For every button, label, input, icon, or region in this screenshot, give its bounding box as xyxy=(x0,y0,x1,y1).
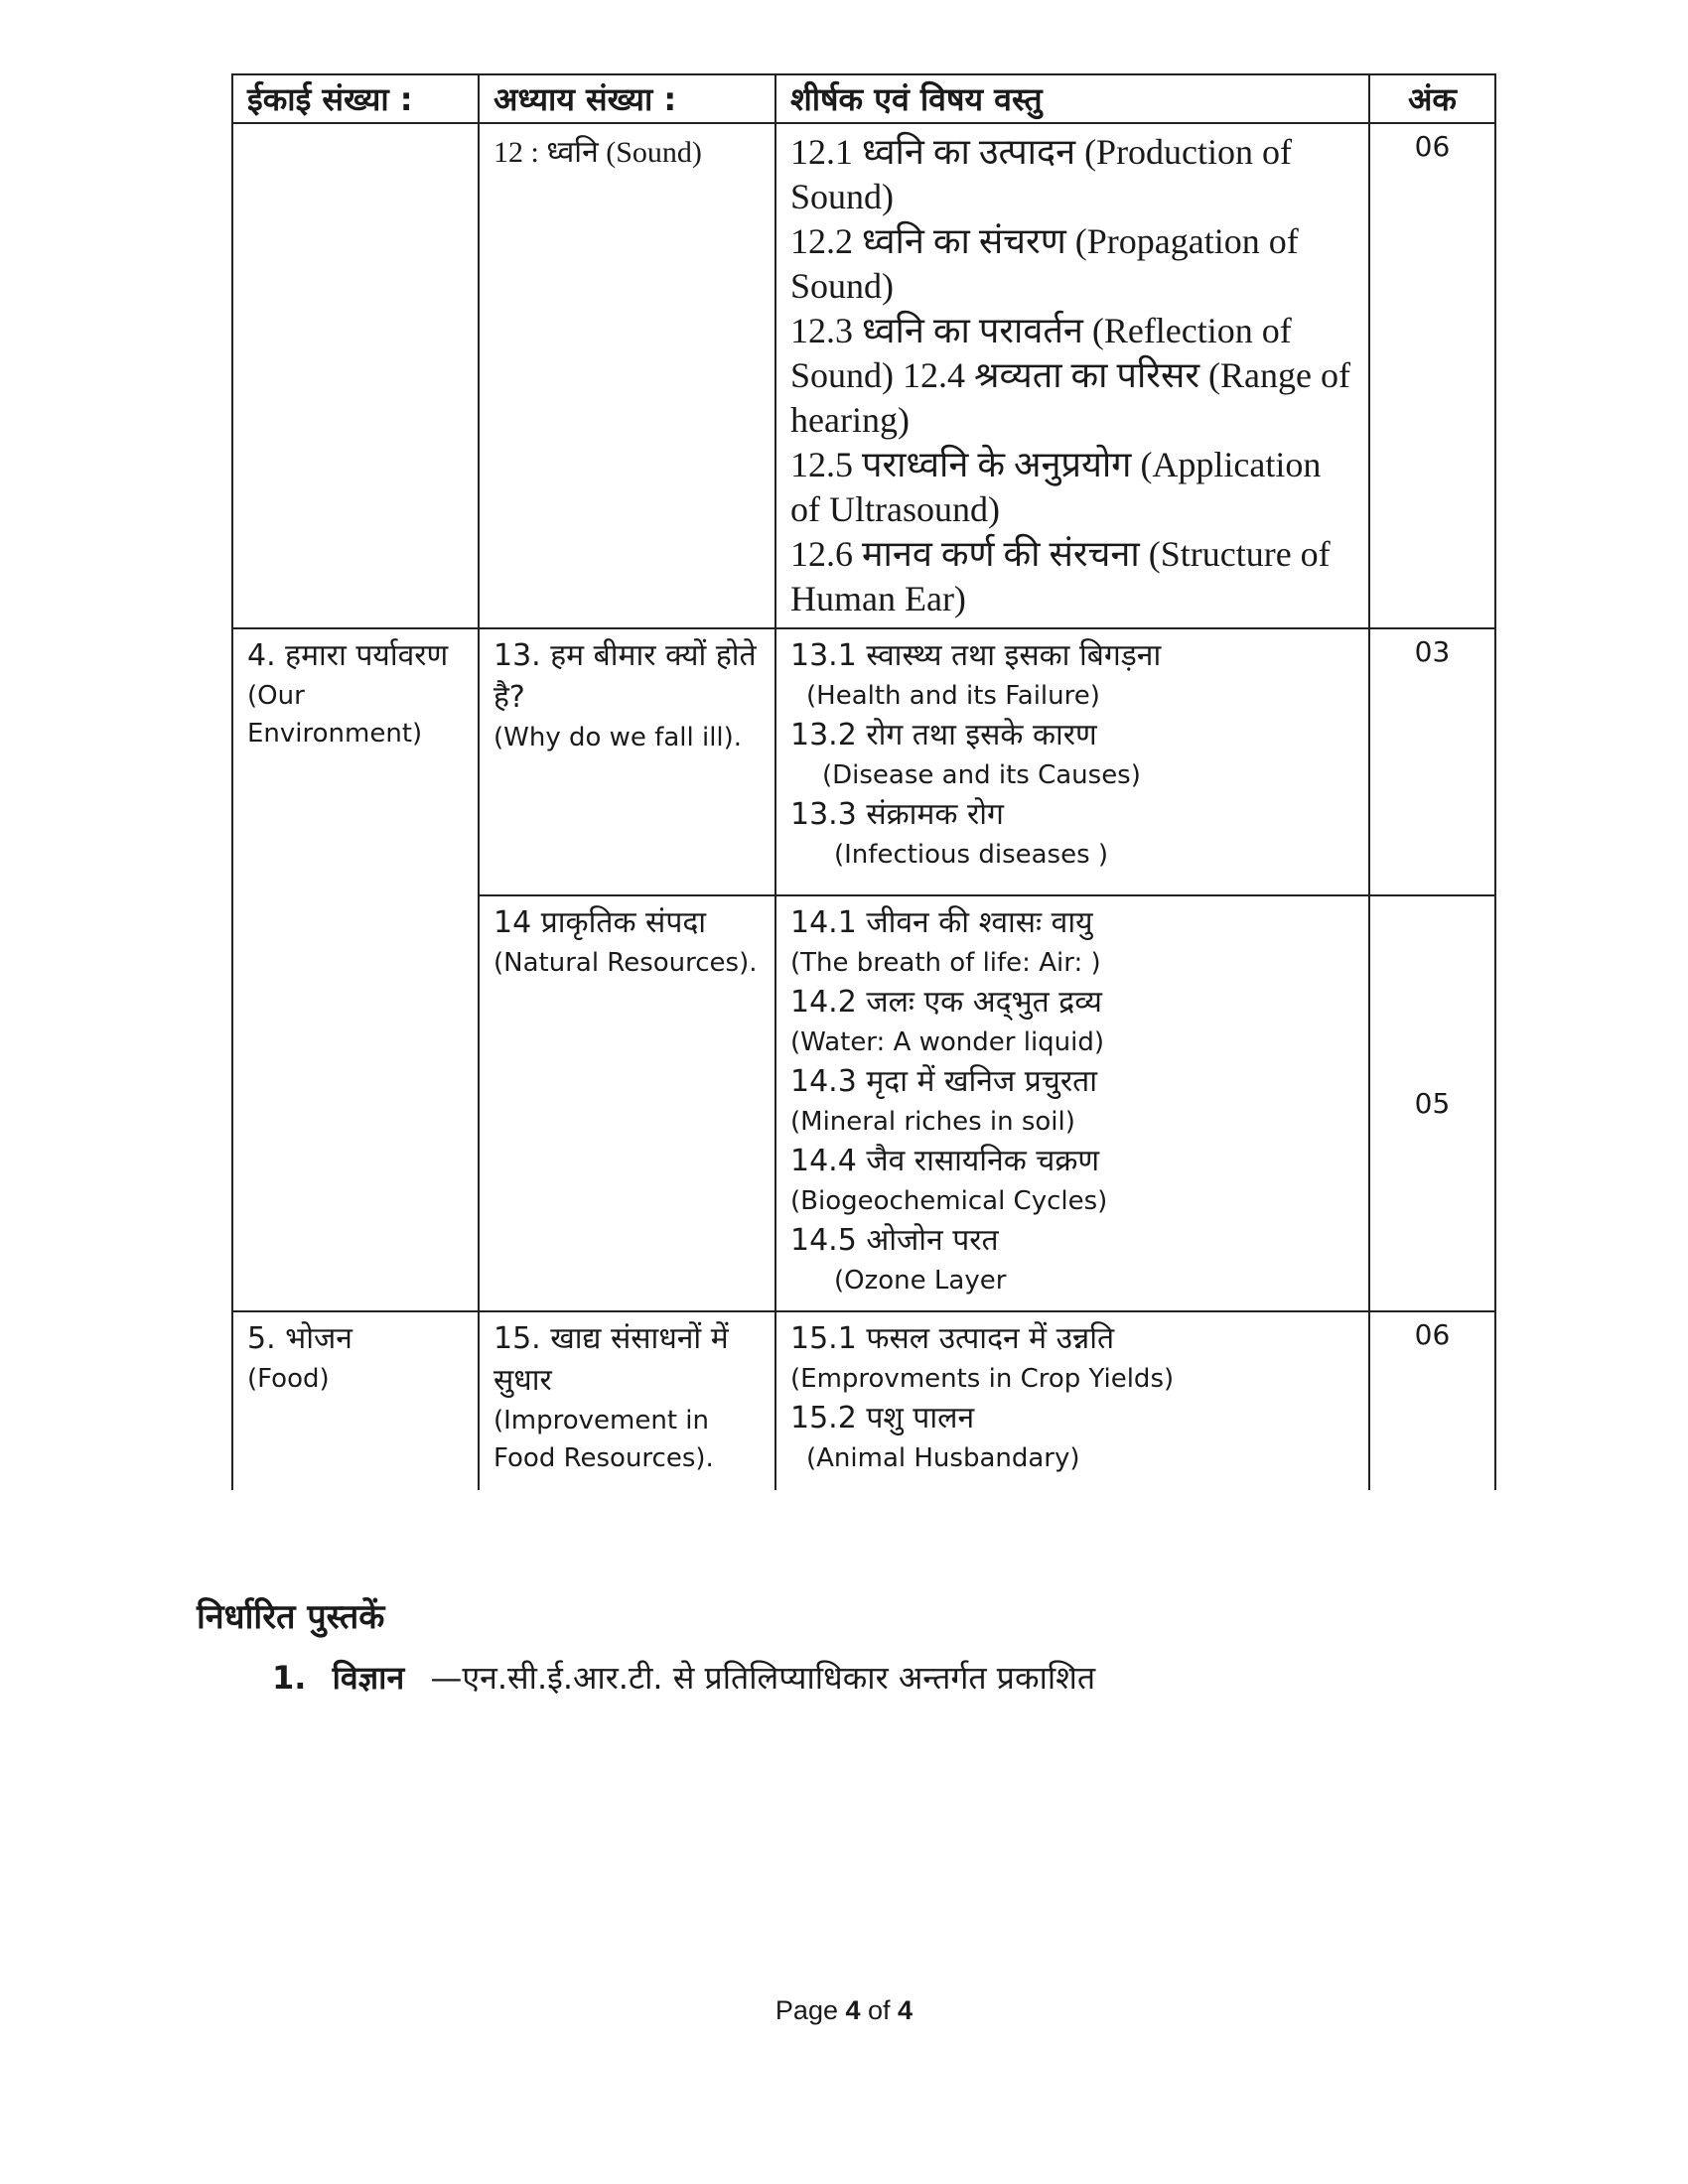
topic-hi: 13.2 रोग तथा इसके कारण xyxy=(790,718,1097,752)
table-row xyxy=(232,628,1495,895)
table-row xyxy=(232,123,1495,628)
chapter-title-hi: 15. खाद्य संसाधनों में सुधार xyxy=(493,1321,729,1398)
topics-cell xyxy=(775,123,1369,628)
topic-item: 12.3 ध्वनि का परावर्तन (Reflection of Sound) 12.4 श्रव्यता का परिसर (Range of hearing) xyxy=(790,311,1351,440)
header-chapter-number: अध्याय संख्या : xyxy=(479,74,775,123)
chapter-title-hi: 14 प्राकृतिक संपदा xyxy=(493,905,707,940)
marks-cell: 06 xyxy=(1369,123,1495,628)
topic-en: (Health and its Failure) xyxy=(806,681,1100,711)
topics-cell xyxy=(775,895,1369,1311)
unit-cell-empty xyxy=(232,123,479,628)
chapter-sound: 12 : ध्वनि (Sound) xyxy=(493,136,702,169)
chapter-title-en: (Improvement in Food Resources). xyxy=(493,1406,714,1473)
topic-item: 12.2 ध्वनि का संचरण (Propagation of Sound) xyxy=(790,221,1299,306)
marks-cell: 06 xyxy=(1369,1311,1495,1490)
topic-hi: 14.1 जीवन की श्वासः वायु xyxy=(790,905,1093,940)
marks-cell: 05 xyxy=(1369,895,1495,1311)
topics-cell xyxy=(775,1311,1369,1490)
topic-en: (Emprovments in Crop Yields) xyxy=(790,1364,1175,1394)
topic-en: (Mineral riches in soil) xyxy=(790,1107,1075,1137)
topics-cell xyxy=(775,628,1369,895)
topic-en: (Water: A wonder liquid) xyxy=(790,1027,1105,1057)
topic-hi: 15.1 फसल उत्पादन में उन्नति xyxy=(790,1321,1115,1356)
unit-cell xyxy=(232,1311,479,1490)
topic-en: (Biogeochemical Cycles) xyxy=(790,1186,1108,1216)
footer-prefix: Page xyxy=(774,1995,846,2025)
unit-title-en: (Food) xyxy=(247,1364,330,1394)
chapter-cell xyxy=(479,1311,775,1490)
topic-hi: 14.5 ओजोन परत xyxy=(790,1223,999,1258)
chapter-cell xyxy=(479,123,775,628)
table-row xyxy=(232,1311,1495,1490)
topic-item: 12.5 पराध्वनि के अनुप्रयोग (Application of Ultrasound) xyxy=(790,445,1322,529)
prescribed-book-item xyxy=(272,1656,1095,1699)
book-description: —एन.सी.ई.आर.टी. से प्रतिलिप्याधिकार अन्तर्गत प्रकाशित xyxy=(430,1659,1096,1697)
unit-title-hi: 4. हमारा पर्यावरण xyxy=(247,638,449,673)
topic-en: (Ozone Layer xyxy=(834,1266,1007,1296)
unit-cell xyxy=(232,628,479,1311)
topic-en: (Disease and its Causes) xyxy=(822,760,1141,790)
header-unit-number: ईकाई संख्या : xyxy=(232,74,479,123)
topic-hi: 14.4 जैव रासायनिक चक्रण xyxy=(790,1144,1100,1178)
footer-current-page: 4 xyxy=(845,1995,861,2025)
book-title: विज्ञान xyxy=(332,1659,405,1697)
page-footer xyxy=(0,1995,1688,2026)
topic-hi: 13.3 संक्रामक रोग xyxy=(790,797,1004,832)
topic-en: (The breath of life: Air: ) xyxy=(790,948,1101,978)
table-header-row xyxy=(232,74,1495,123)
header-title-content: शीर्षक एवं विषय वस्तु xyxy=(775,74,1369,123)
footer-total-pages: 4 xyxy=(898,1995,914,2025)
chapter-cell xyxy=(479,628,775,895)
syllabus-table xyxy=(231,73,1496,1490)
marks-cell: 03 xyxy=(1369,628,1495,895)
topic-hi: 15.2 पशु पालन xyxy=(790,1401,975,1435)
topic-en: (Infectious diseases ) xyxy=(834,840,1109,870)
topic-item: 12.1 ध्वनि का उत्पादन (Production of Sound) xyxy=(790,132,1293,216)
prescribed-books-heading: निर्धारित पुस्तकें xyxy=(197,1597,385,1637)
topic-item: 12.6 मानव कर्ण की संरचना (Structure of Human Ear) xyxy=(790,534,1331,618)
unit-title-en: (Our Environment) xyxy=(247,681,423,749)
chapter-title-en: (Natural Resources). xyxy=(493,948,758,978)
book-number: 1. xyxy=(272,1659,307,1697)
topic-hi: 14.2 जलः एक अद्‌भुत द्रव्य xyxy=(790,985,1102,1020)
chapter-cell xyxy=(479,895,775,1311)
header-marks: अंक xyxy=(1369,74,1495,123)
topic-en: (Animal Husbandary) xyxy=(806,1443,1080,1473)
chapter-title-en: (Why do we fall ill). xyxy=(493,723,743,752)
footer-middle: of xyxy=(860,1995,899,2025)
unit-title-hi: 5. भोजन xyxy=(247,1321,352,1356)
topic-hi: 13.1 स्वास्थ्य तथा इसका बिगड़ना xyxy=(790,638,1162,673)
topic-hi: 14.3 मृदा में खनिज प्रचुरता xyxy=(790,1064,1098,1099)
chapter-title-hi: 13. हम बीमार क्यों होते है? xyxy=(493,638,757,715)
